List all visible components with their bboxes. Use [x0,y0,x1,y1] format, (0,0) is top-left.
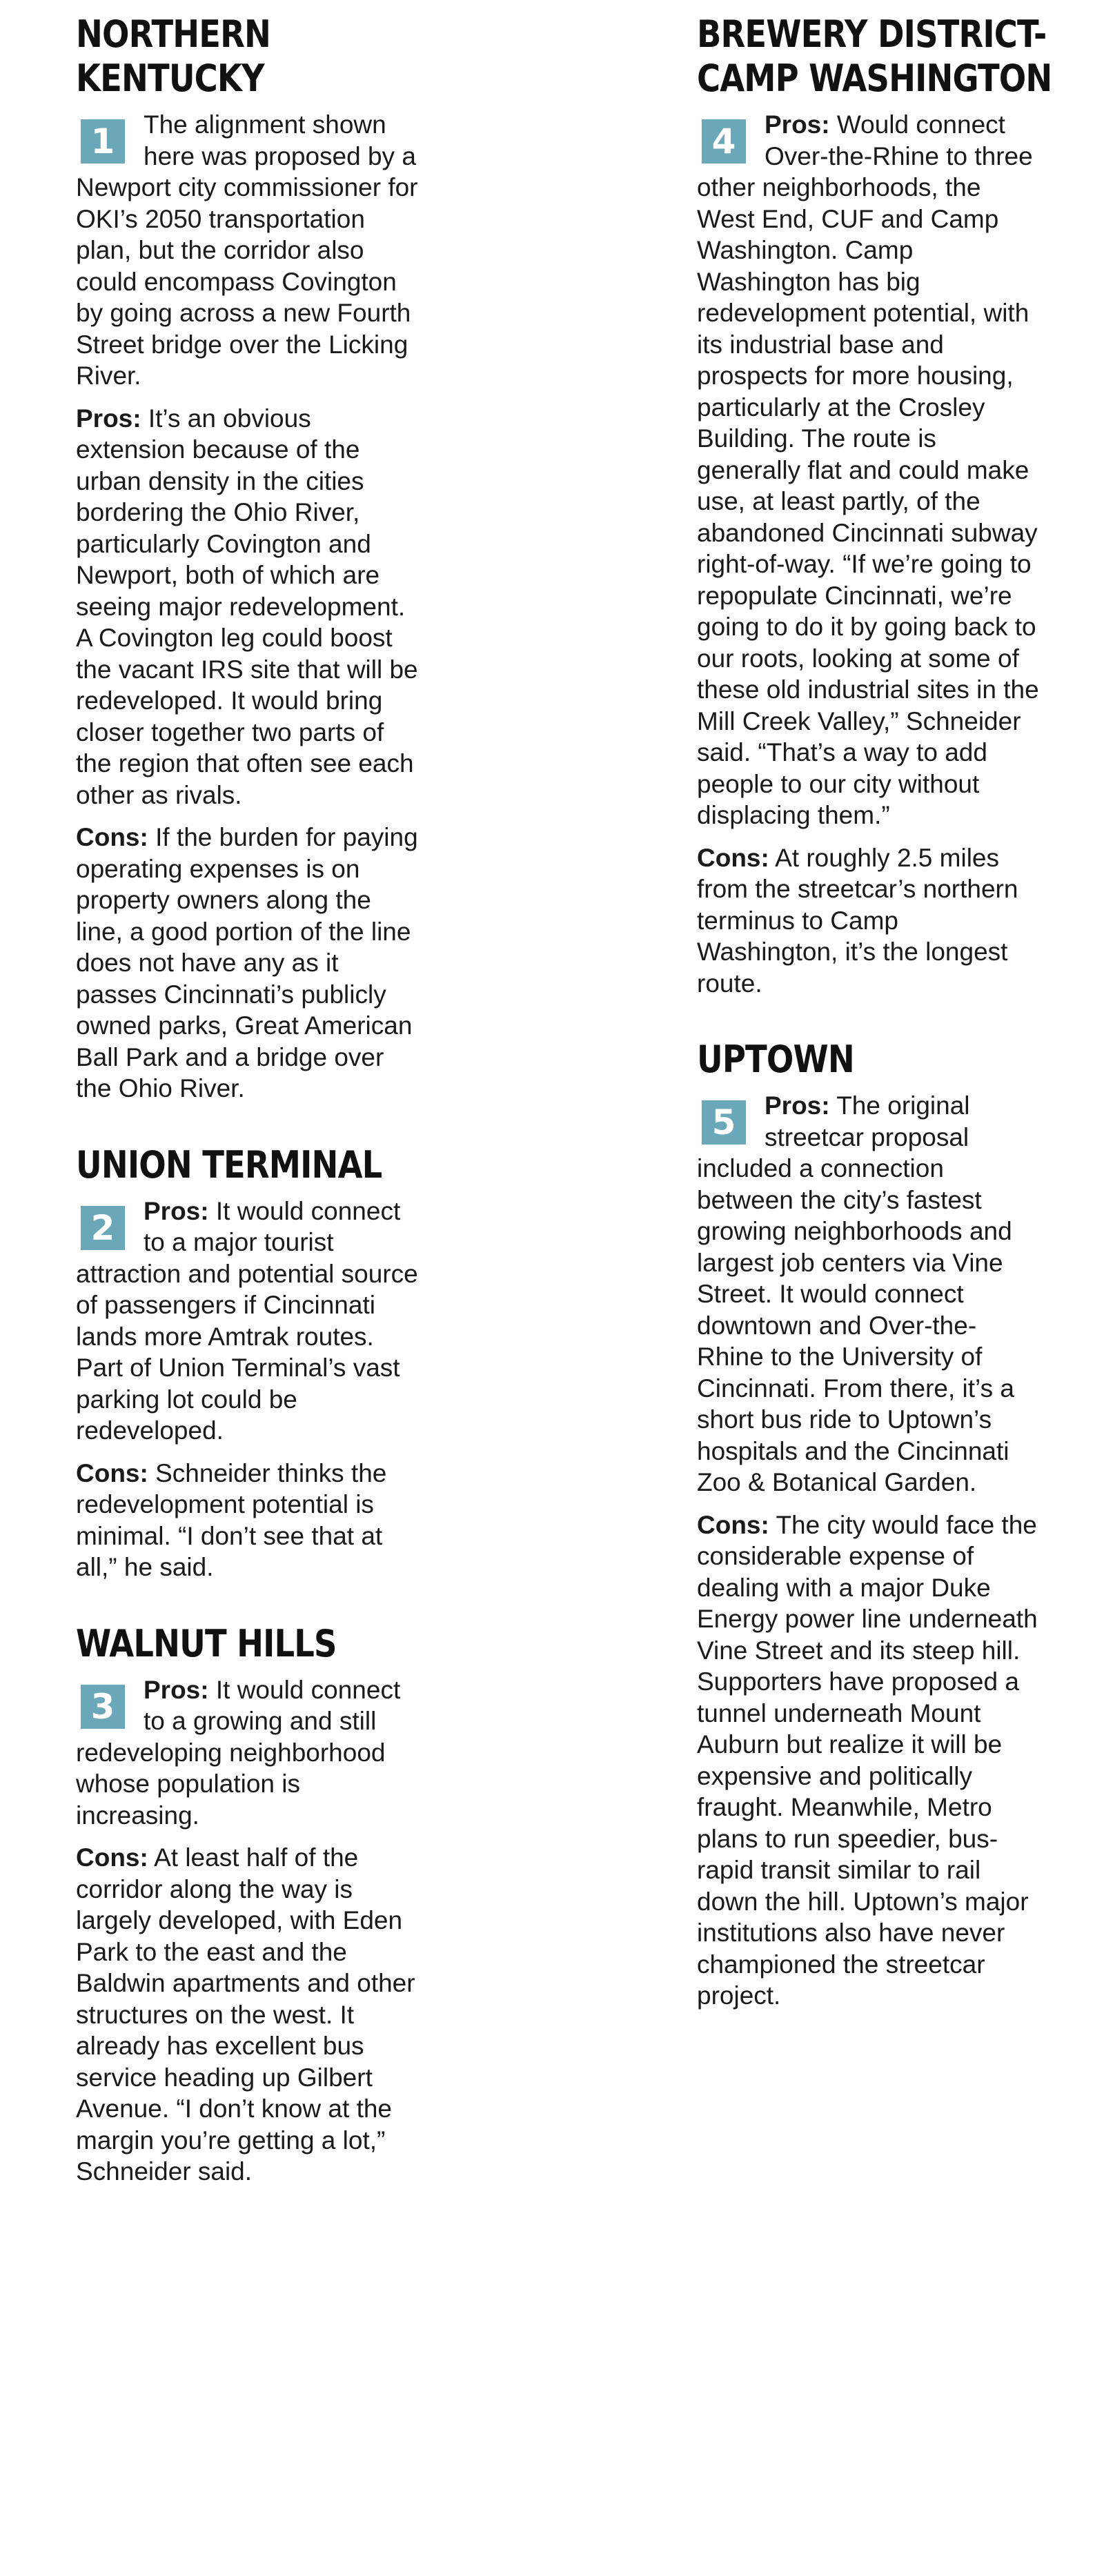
section-title: UNION TERMINAL [76,1142,382,1187]
pros-text: It would connect to a growing and still redeveloping neighborhood whose population is increasing. [76,1675,401,1830]
section-brewery-district-camp-washington [697,12,1052,999]
pros-label: Pros: [76,404,141,433]
section-title [76,12,373,101]
cons-paragraph [697,842,1042,1000]
cons-paragraph [76,1842,421,2188]
cons-paragraph [697,1509,1042,2012]
route-number-badge [79,1683,127,1731]
route-number-badge [79,117,127,166]
section-title-line: NORTHERN [76,12,271,56]
pros-paragraph [76,403,421,811]
cons-label: Cons: [76,1458,148,1487]
section-title: WALNUT HILLS [76,1621,337,1665]
cons-label: Cons: [76,1843,148,1872]
route-number: 2 [79,1204,127,1252]
section-title [697,12,1052,101]
cons-label: Cons: [697,843,769,872]
pros-text: It would connect to a major tourist attraction and potential source of passengers if Cincinnati lands more Amtrak routes. Part of Union Terminal’s vast parking lot could be redeveloped. [76,1196,418,1445]
cons-paragraph [76,1458,421,1583]
cons-text: Schneider thinks the redevelopment potential is minimal. “I don’t see that at all,” he said. [76,1458,387,1581]
route-number: 1 [79,117,127,166]
pros-paragraph [76,1196,421,1447]
pros-label: Pros: [144,1196,209,1225]
section-uptown [697,1038,1042,2012]
cons-label: Cons: [697,1510,769,1539]
route-number-badge [79,1204,127,1252]
pros-label: Pros: [144,1675,209,1704]
right-column [697,12,1052,2050]
cons-text: The city would face the considerable expense of dealing with a major Duke Energy power line underneath Vine Street and its steep hill. Supporters have proposed a tunnel underneath Mount Auburn but realize it will be expensive and politically fraught. Meanwhile, Metro plans to run speedier, bus-rapid transit similar to rail down the hill. Uptown’s major institutions also have never championed the streetcar project. [697,1510,1038,2010]
cons-text: At roughly 2.5 miles from the streetcar’s northern terminus to Camp Washington, it’s the longest route. [697,843,1018,998]
section-title-line: KENTUCKY [76,57,264,100]
route-number: 4 [700,117,748,166]
pros-paragraph [697,109,1042,831]
left-column [76,12,421,2226]
cons-text: If the burden for paying operating expenses is on property owners along the line, a good portion of the line does not have any as it passes Cincinnati’s publicly owned parks, Great American Ball Park and a bridge over the Ohio River. [76,823,418,1102]
route-number-badge [700,117,748,166]
pros-label: Pros: [765,110,830,139]
pros-label: Pros: [765,1091,830,1120]
intro-paragraph: The alignment shown here was proposed by a Newport city commissioner for OKI’s 2050 transportation plan, but the corridor also could encompass Covington by going across a new Fourth Street bridge over the Licking River. [76,110,418,390]
route-number: 5 [700,1098,748,1147]
pros-paragraph [697,1090,1042,1498]
cons-label: Cons: [76,823,148,851]
cons-paragraph [76,822,421,1104]
section-northern-kentucky [76,12,421,1104]
pros-text: The original streetcar proposal included a connection between the city’s fastest growing neighborhoods and largest job centers via Vine Street. It would connect downtown and Over-the-Rhine to the University of Cincinnati. From there, it’s a short bus ride to Uptown’s hospitals and the Cincinnati Zoo & Botanical Garden. [697,1091,1014,1496]
route-number-badge [700,1098,748,1147]
pros-text: Would connect Over-the-Rhine to three other neighborhoods, the West End, CUF and Camp Washington. Camp Washington has big redevelopment potential, with its industrial base and prospects for more housing, particularly at the Crosley Building. The route is generally flat and could make use, at least partly, of the abandoned Cincinnati subway right-of-way. “If we’re going to repopulate Cincinnati, we’re going to do it by going back to our roots, looking at some of these old industrial sites in the Mill Creek Valley,” Schneider said. “That’s a way to add people to our city without displacing them.” [697,110,1039,829]
route-number: 3 [79,1683,127,1731]
section-title: UPTOWN [697,1038,854,1081]
section-union-terminal [76,1143,421,1583]
section-walnut-hills [76,1622,421,2188]
section-title-line: CAMP WASHINGTON [697,57,1052,100]
cons-text: At least half of the corridor along the way is largely developed, with Eden Park to the east and the Baldwin apartments and other structures on the west. It already has excellent bus service heading up Gilbert Avenue. “I don’t know at the margin you’re getting a lot,” Schneider said. [76,1843,415,2186]
pros-text: It’s an obvious extension because of the urban density in the cities bordering the Ohio River, particularly Covington and Newport, both of which are seeing major redevelopment. A Covington leg could boost the vacant IRS site that will be redeveloped. It would bring closer together two parts of the region that often see each other as rivals. [76,404,418,809]
pros-paragraph [76,1674,421,1832]
section-title-line: BREWERY DISTRICT- [697,12,1047,56]
